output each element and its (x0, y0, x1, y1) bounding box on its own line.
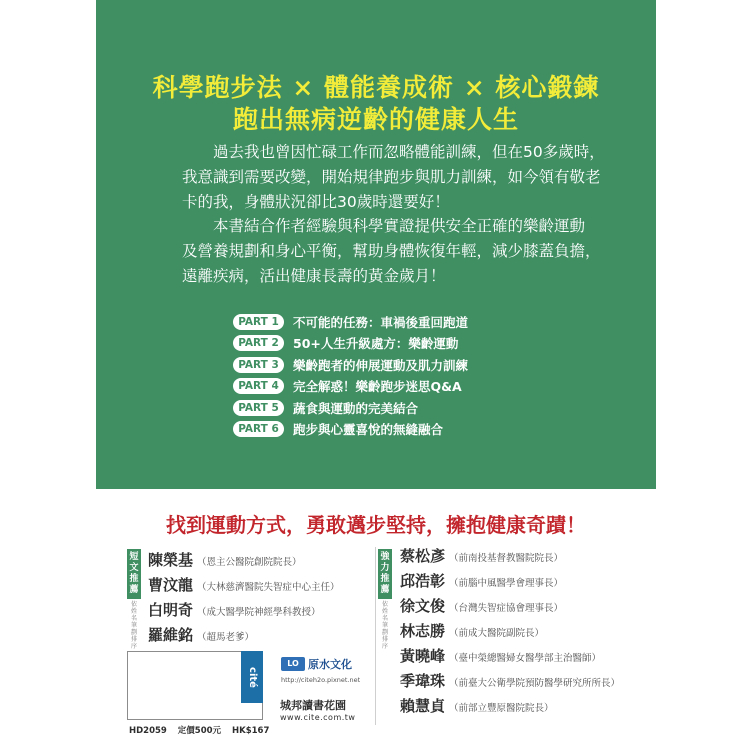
part-item (233, 376, 563, 398)
strong-recommend-sublabel: 依 姓 名 筆 劃 排 序 (381, 601, 388, 650)
recommender-name: 蔡松彥 (400, 547, 446, 565)
product-code: HD2059 (129, 726, 167, 736)
price-line (129, 724, 269, 736)
recommender-title: （成大醫學院神經學科教授） (197, 607, 321, 618)
paragraph-line: 我意識到需要改變，開始規律跑步與肌力訓練，如今領有敬老 (182, 168, 601, 186)
paragraph-line: 過去我也曾因忙碌工作而忽略體能訓練，但在50多歲時， (182, 143, 605, 161)
intro-paragraph-1 (182, 140, 605, 215)
recommender-name: 林志勝 (400, 622, 446, 640)
price-hkd: HK$167 (232, 726, 270, 736)
part-title: 跑步與心靈喜悅的無縫融合 (293, 422, 444, 438)
recommender-name: 羅維銘 (148, 626, 194, 644)
recommender-name: 白明奇 (148, 601, 194, 619)
recommender-title: （臺中榮總醫婦女醫學部主治醫師） (449, 653, 602, 664)
part-item (233, 419, 563, 441)
paragraph-line: 遠離疾病，活出健康長壽的黃金歲月！ (182, 267, 446, 285)
part-title: 完全解惑！樂齡跑步迷思Q&A (293, 379, 462, 395)
recommender-name: 徐文俊 (400, 597, 446, 615)
recommender (148, 574, 340, 600)
part-badge: PART 6 (233, 421, 284, 437)
part-title: 50+人生升級處方：樂齡運動 (293, 336, 459, 352)
paragraph-line: 及營養規劃和身心平衡，幫助身體恢復年輕，減少膝蓋負擔， (182, 242, 601, 260)
recommender-title: （前成大醫院副院長） (449, 628, 545, 639)
part-title: 樂齡跑者的伸展運動及肌力訓練 (293, 357, 469, 373)
recommender-title: （恩主公醫院創院院長） (197, 557, 302, 568)
recommender (148, 549, 302, 575)
short-recommend-sublabel: 依 姓 名 筆 劃 排 序 (130, 601, 137, 650)
book-back-cover (96, 0, 656, 750)
paragraph-line: 卡的我，身體狀況卻比30歲時還要好！ (182, 193, 450, 211)
price-twd: 定價500元 (177, 726, 222, 736)
store-name: 城邦讀書花園 (280, 699, 346, 712)
recommender-name: 黃曉峰 (400, 647, 446, 665)
recommender-name: 陳榮基 (148, 551, 194, 569)
recommender (400, 670, 620, 696)
recommender (148, 624, 254, 650)
intro-paragraph-2 (182, 214, 602, 289)
part-badge: PART 1 (233, 314, 284, 330)
recommender (400, 545, 563, 571)
publisher-url: http://citeh2o.pixnet.net (281, 676, 361, 684)
recommender (400, 620, 544, 646)
part-item (233, 311, 563, 333)
recommender-name: 曹汶龍 (148, 576, 194, 594)
part-item (233, 354, 563, 376)
part-item (233, 333, 563, 355)
tagline: 找到運動方式，勇敢邁步堅持，擁抱健康奇蹟！ (166, 513, 586, 537)
publisher-name: 原水文化 (308, 658, 352, 671)
recommender-name: 季瑋珠 (400, 672, 446, 690)
strong-recommend-label: 強 力 推 薦 (378, 549, 392, 599)
part-title: 蔬食與運動的完美結合 (293, 400, 419, 416)
green-panel (96, 0, 656, 489)
recommender (400, 695, 554, 721)
recommender-title: （前腦中風醫學會理事長） (449, 578, 564, 589)
publisher-logo: LO (281, 657, 305, 671)
recommender (400, 645, 601, 671)
short-recommend-label: 短 文 推 薦 (127, 549, 141, 599)
recommender-name: 邱浩彰 (400, 572, 446, 590)
headline-line-2: 跑出無病逆齡的健康人生 (232, 105, 519, 134)
recommender-name: 賴慧貞 (400, 697, 446, 715)
parts-list (233, 311, 563, 440)
recommender-title: （前臺大公衛學院預防醫學研究所所長） (449, 678, 621, 689)
part-badge: PART 2 (233, 335, 284, 351)
recommender (400, 570, 563, 596)
recommender (400, 595, 563, 621)
part-badge: PART 4 (233, 378, 284, 394)
part-title: 不可能的任務：車禍後重回跑道 (293, 314, 469, 330)
cite-logo: cité (241, 651, 263, 703)
store-url: www.cite.com.tw (280, 713, 356, 722)
part-item (233, 397, 563, 419)
recommender-title: （台灣失智症協會理事長） (449, 603, 564, 614)
headline-line-1: 科學跑步法 × 體能養成術 × 核心鍛鍊 (152, 73, 600, 102)
paragraph-line: 本書結合作者經驗與科學實證提供安全正確的樂齡運動 (182, 217, 586, 235)
recommender-title: （超馬老爹） (197, 632, 255, 643)
recommender-title: （大林慈濟醫院失智症中心主任） (197, 582, 340, 593)
recommender-title: （前南投基督教醫院院長） (449, 553, 564, 564)
recommender (148, 599, 321, 625)
part-badge: PART 5 (233, 400, 284, 416)
recommender-title: （前部立豐原醫院院長） (449, 703, 554, 714)
column-divider (375, 547, 376, 725)
part-badge: PART 3 (233, 357, 284, 373)
